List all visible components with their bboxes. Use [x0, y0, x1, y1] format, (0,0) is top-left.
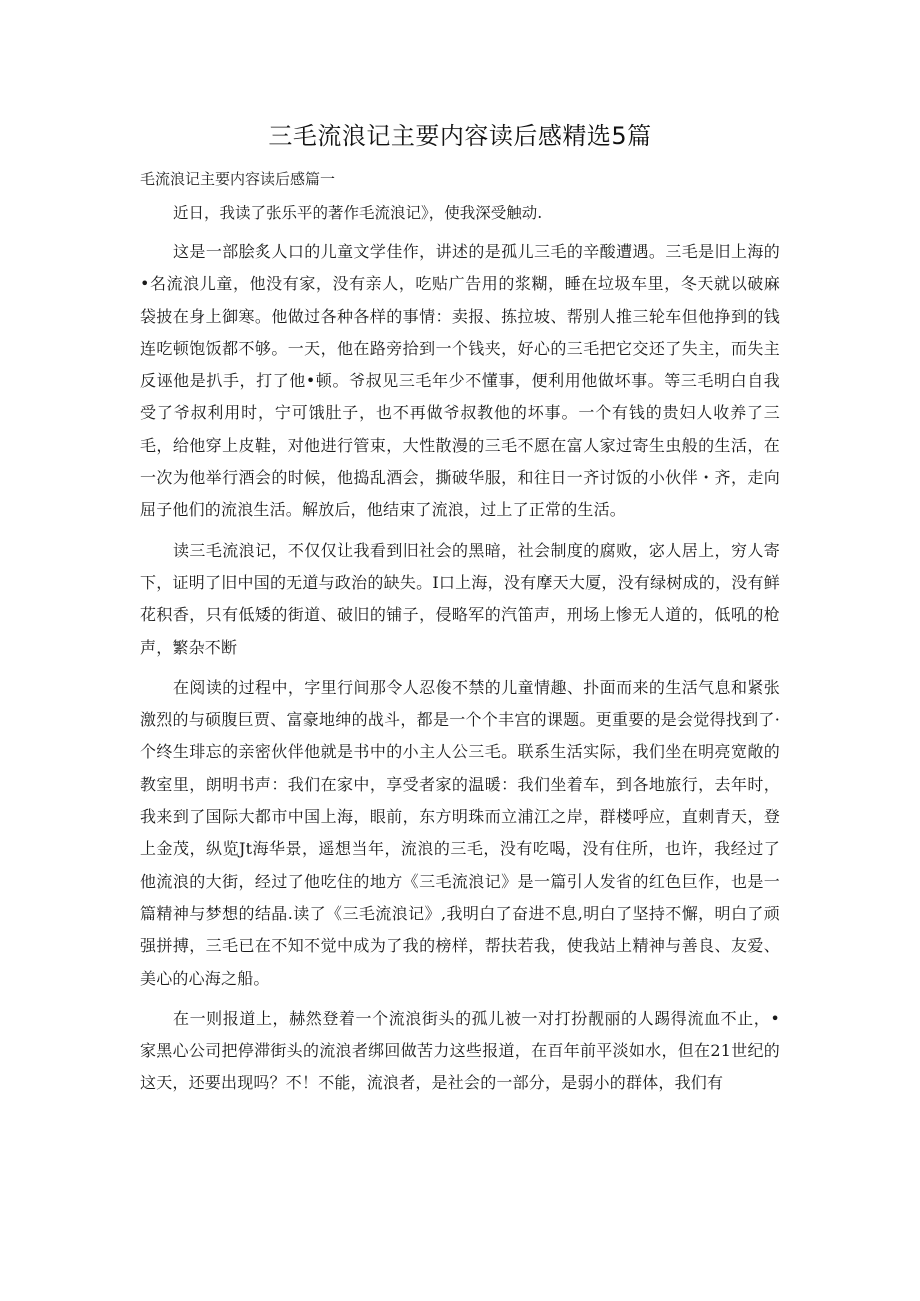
- paragraph-4: 在一则报道上，赫然登着一个流浪街头的孤儿被一对打扮靓丽的人踢得流血不止，•家黑心公司把停滞街头的流浪者绑回做苦力这些报道，在百年前平淡如水，但在21世纪的这天，还要出现吗？不！不能，流浪者，是社会的一部分，是弱小的群体，我们有: [140, 1008, 780, 1093]
- paragraph-3: 在阅读的过程中，字里行间那令人忍俊不禁的儿童情趣、扑面而来的生活气息和紧张激烈的与硕腹巨贾、富豪地绅的战斗，都是一个个丰宫的课题。更重要的是会觉得找到了·个终生琲忘的亲密伙伴他就是书中的小主人公三毛。联系生活实际，我们坐在明亮宽敞的教室里，朗明书声：我们在家中，享受者家的温暖：我们坐着车，到各地旅行，去年时，我来到了国际大都市中国上海，眼前，东方明珠而立浦江之岸，群楼呼应，直刺青天，登上金茂，纵览Jt海华景，遥想当年，流浪的三毛，没有吃喝，没有住所，也许，我经过了他流浪的大街，经过了他吃住的地方《三毛流浪记》是一篇引人发省的红色巨作，也是一篇精神与梦想的结晶.读了《三毛流浪记》,我明白了奋进不息,明白了坚持不懈，明白了顽强拼搏，三毛已在不知不觉中成为了我的榜样，帮扶若我，使我站上精神与善良、友爱、美心的心海之船。: [140, 677, 780, 988]
- body-text: [140, 236, 780, 1108]
- section-heading: 毛流浪记主要内容读后感篇一: [140, 170, 336, 188]
- document-title: 三毛流浪记主要内容读后感精选5篇: [268, 122, 652, 150]
- intro-paragraph: 近日，我读了张乐平的著作毛流浪记》，使我深受触动.: [173, 204, 543, 222]
- paragraph-2: 读三毛流浪记，不仅仅让我看到旧社会的黑暗，社会制度的腐败，宓人居上，穷人寄下，证明了旧中国的无道与政治的缺失。I口上海，没有摩天大厦，没有绿树成的，没有鲜花积香，只有低矮的街道、破旧的铺子，侵略军的汽笛声，刑场上惨无人道的，低吼的枪声，繁杂不断: [140, 540, 780, 657]
- paragraph-1: 这是一部脍炙人口的儿童文学佳作，讲述的是孤儿三毛的辛酸遭遇。三毛是旧上海的•名流浪儿童，他没有家，没有亲人，吃贴广告用的浆糊，睡在垃圾车里，冬天就以破麻袋披在身上御寒。他做过各种各样的事情：卖报、拣拉坡、帮别人推三轮车但他挣到的钱连吃顿饱饭都不够。一天，他在路旁拾到一个钱夹，好心的三毛把它交还了失主，而失主反诬他是扒手，打了他•顿。爷叔见三毛年少不懂事，便利用他做坏事。等三毛明白自我受了爷叔利用时，宁可饿肚子，也不再做爷叔教他的坏事。一个有钱的贵妇人收养了三毛，给他穿上皮鞋，对他进行管束，大性散漫的三毛不愿在富人家过寄生虫般的生活，在一次为他举行酒会的时候，他捣乱酒会，撕破华服，和往日一齐讨饭的小伙伴・齐，走向屈子他们的流浪生活。解放后，他结束了流浪，过上了正常的生活。: [140, 242, 780, 520]
